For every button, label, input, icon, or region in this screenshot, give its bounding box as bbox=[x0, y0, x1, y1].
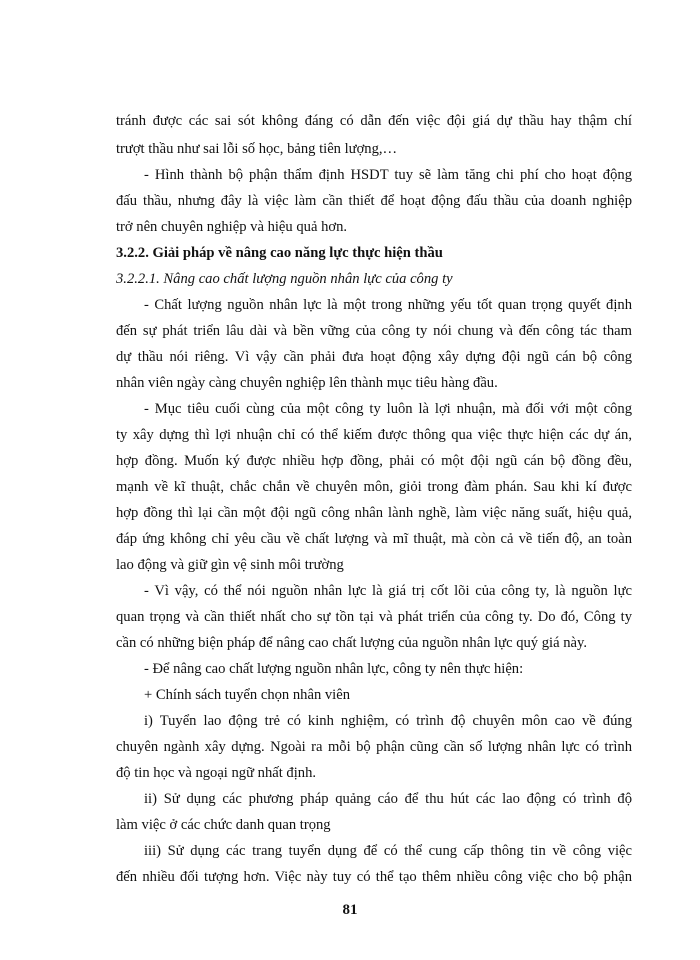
text-line: trượt thầu như sai lỗi số học, bảng tiên lượng,… bbox=[116, 141, 398, 157]
text-line: ii) Sử dụng các phương pháp quảng cáo để thu hút các lao động có trình độ bbox=[144, 791, 632, 807]
text-line: quan trọng và cần thiết nhất cho sự tồn tại và phát triển của công ty. Do đó, Công ty bbox=[116, 609, 632, 625]
text-line: - Vì vậy, có thể nói nguồn nhân lực là giá trị cốt lõi của công ty, là nguồn lực bbox=[144, 583, 632, 599]
text-line: - Hình thành bộ phận thẩm định HSDT tuy sẽ làm tăng chi phí cho hoạt động bbox=[144, 167, 632, 183]
text-line: hợp đồng thì lại cần một đội ngũ công nhân lành nghề, làm việc năng suất, hiệu quả, bbox=[116, 505, 632, 521]
text-line: + Chính sách tuyển chọn nhân viên bbox=[144, 687, 351, 703]
text-line: trở nên chuyên nghiệp và hiệu quả hơn. bbox=[116, 219, 348, 235]
text-line: độ tin học và ngoại ngữ nhất định. bbox=[116, 765, 317, 781]
text-line: chuyên ngành xây dựng. Ngoài ra mỗi bộ phận cũng cần số lượng nhân lực có trình bbox=[116, 739, 632, 755]
text-line: làm việc ở các chức danh quan trọng bbox=[116, 817, 331, 833]
text-line: - Chất lượng nguồn nhân lực là một trong những yếu tốt quan trọng quyết định bbox=[144, 297, 632, 313]
text-line: lao động và giữ gìn vệ sinh môi trường bbox=[116, 557, 344, 573]
text-line: dự thầu nói riêng. Vì vậy cần phải đưa hoạt động xây dựng đội ngũ cán bộ công bbox=[116, 349, 632, 365]
text-line: iii) Sử dụng các trang tuyển dụng để có thể cung cấp thông tin về công việc bbox=[144, 843, 632, 859]
text-line: - Mục tiêu cuối cùng của một công ty luôn là lợi nhuận, mà đối với một công bbox=[144, 401, 632, 417]
subsection-heading: 3.2.2.1. Nâng cao chất lượng nguồn nhân lực của công ty bbox=[116, 271, 453, 287]
text-line: hợp đồng. Muốn ký được nhiều hợp đồng, phải có một đội ngũ cán bộ đồng đều, bbox=[116, 453, 632, 469]
text-line: đến nhiều đối tượng hơn. Việc này tuy có thể tạo thêm nhiều công việc cho bộ phận bbox=[116, 869, 632, 885]
text-line: nhân viên ngày càng chuyên nghiệp lên thành mục tiêu hàng đầu. bbox=[116, 375, 498, 391]
section-heading: 3.2.2. Giải pháp về nâng cao năng lực thực hiện thầu bbox=[116, 245, 443, 261]
text-line: tránh được các sai sót không đáng có dẫn đến việc đội giá dự thầu hay thậm chí bbox=[116, 113, 632, 129]
text-line: ty xây dựng thì lợi nhuận chỉ có thể kiếm được thông qua việc thực hiện các dự án, bbox=[116, 427, 632, 443]
text-line: - Để nâng cao chất lượng nguồn nhân lực, công ty nên thực hiện: bbox=[144, 661, 524, 677]
text-line: đến sự phát triển lâu dài và bền vững của công ty nói chung và đến công tác tham bbox=[116, 323, 632, 339]
text-line: mạnh về kĩ thuật, chắc chắn về chuyên môn, giỏi trong đàm phán. Sau khi kí được bbox=[116, 479, 632, 495]
text-line: cần có những biện pháp để nâng cao chất lượng của nguồn nhân lực quý giá này. bbox=[116, 635, 588, 651]
text-line: i) Tuyển lao động trẻ có kinh nghiệm, có trình độ chuyên môn cao về đúng bbox=[144, 713, 632, 729]
text-line: đáp ứng không chỉ yêu cầu về chất lượng và mĩ thuật, mà còn cả về tiến độ, an toàn bbox=[116, 531, 632, 547]
text-line: đấu thầu, nhưng đây là việc làm cần thiết để hoạt động đấu thầu của doanh nghiệp bbox=[116, 193, 632, 209]
page-number: 81 bbox=[342, 902, 358, 918]
